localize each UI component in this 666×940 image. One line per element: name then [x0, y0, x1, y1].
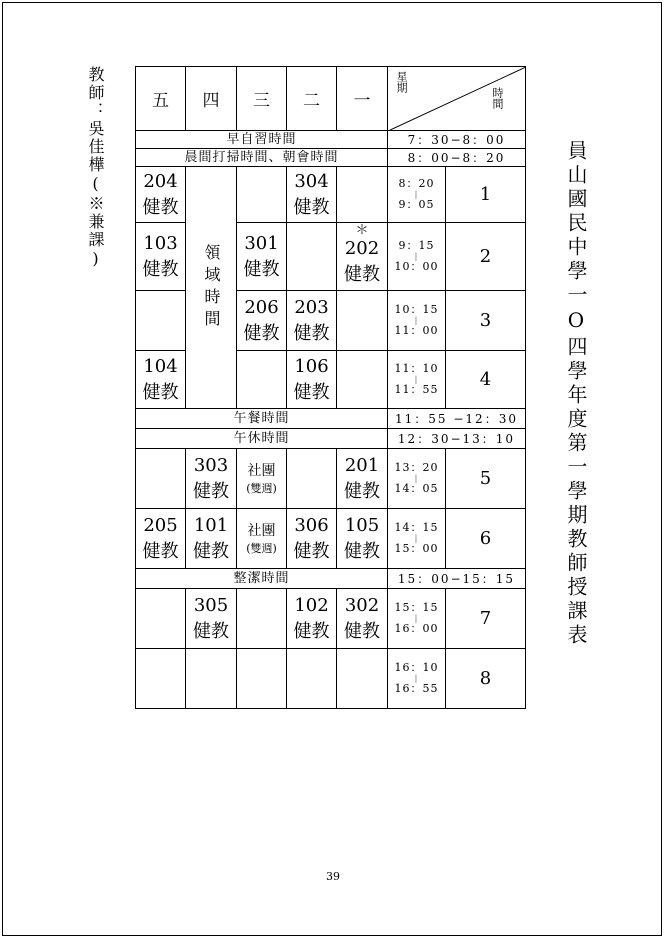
class-cell: [136, 649, 186, 709]
time-slot: 14：15 | 15：00: [388, 509, 446, 569]
timetable: [135, 66, 526, 709]
day-wednesday: 三: [237, 67, 287, 131]
class-cell: [237, 589, 287, 649]
band-label: 晨間打掃時間、朝會時間: [136, 149, 388, 167]
period-number: 2: [446, 223, 526, 291]
period-number: 5: [446, 449, 526, 509]
class-cell: 204 健教: [136, 167, 186, 223]
class-cell: [186, 649, 237, 709]
class-cell: [237, 351, 287, 409]
corner-header: [388, 67, 526, 131]
class-cell: [287, 449, 337, 509]
day-monday: 一: [337, 67, 388, 131]
band-time: 8：00−8：20: [388, 149, 526, 167]
band-nap: [136, 429, 526, 449]
corner-diagonal: [388, 67, 526, 131]
band-time: 12：30−13：10: [388, 429, 526, 449]
time-slot: 15：15 | 16：00: [388, 589, 446, 649]
class-cell: [337, 649, 388, 709]
class-cell: [287, 223, 337, 291]
day-tuesday: 二: [287, 67, 337, 131]
club-cell: 社團 (雙週): [237, 449, 287, 509]
band-label: 午休時間: [136, 429, 388, 449]
band-time: 11：55 −12：30: [388, 409, 526, 429]
header-row: [136, 67, 526, 131]
time-slot: 10：15 | 11：00: [388, 291, 446, 351]
class-cell: 305 健教: [186, 589, 237, 649]
class-cell: 301 健教: [237, 223, 287, 291]
class-cell: 102 健教: [287, 589, 337, 649]
schedule-title: 員山國民中學一O四學年度第一學期教師授課表: [564, 140, 588, 648]
corner-day-label: 星期: [395, 71, 408, 93]
class-cell: 304 健教: [287, 167, 337, 223]
class-cell: 103 健教: [136, 223, 186, 291]
domain-time-cell: 領域時間: [186, 167, 237, 409]
class-cell: 104 健教: [136, 351, 186, 409]
class-cell: [287, 649, 337, 709]
period-number: 3: [446, 291, 526, 351]
band-tidy: [136, 569, 526, 589]
band-time: 15：00−15：15: [388, 569, 526, 589]
period-row-5: [136, 449, 526, 509]
class-cell: 101 健教: [186, 509, 237, 569]
class-cell: 302 健教: [337, 589, 388, 649]
class-cell: [136, 291, 186, 351]
band-label: 午餐時間: [136, 409, 388, 429]
class-cell: 105 健教: [337, 509, 388, 569]
band-cleaning: [136, 149, 526, 167]
time-slot: 13：20 | 14：05: [388, 449, 446, 509]
band-lunch: [136, 409, 526, 429]
band-morning-study: [136, 131, 526, 149]
day-thursday: 四: [186, 67, 237, 131]
period-number: 4: [446, 351, 526, 409]
time-slot: 16：10 | 16：55: [388, 649, 446, 709]
class-cell: [136, 449, 186, 509]
club-cell: 社團 (雙週): [237, 509, 287, 569]
class-cell: 303 健教: [186, 449, 237, 509]
class-cell: 306 健教: [287, 509, 337, 569]
page-number: 39: [326, 870, 340, 883]
day-friday: 五: [136, 67, 186, 131]
class-cell: 106 健教: [287, 351, 337, 409]
period-row-8: [136, 649, 526, 709]
class-cell: [337, 167, 388, 223]
teacher-name: 教師：吳佳樺(※兼課): [86, 66, 105, 270]
corner-time-label: 時間: [491, 87, 504, 109]
class-cell: 205 健教: [136, 509, 186, 569]
period-number: 1: [446, 167, 526, 223]
time-slot: 9：15 | 10：00: [388, 223, 446, 291]
class-cell: 201 健教: [337, 449, 388, 509]
band-label: 早自習時間: [136, 131, 388, 149]
class-cell: 206 健教: [237, 291, 287, 351]
period-row-6: [136, 509, 526, 569]
class-cell: [237, 167, 287, 223]
period-number: 7: [446, 589, 526, 649]
asterisk-mark: ＊: [355, 222, 369, 238]
class-cell: 203 健教: [287, 291, 337, 351]
period-number: 6: [446, 509, 526, 569]
period-row-1: [136, 167, 526, 223]
class-cell: [337, 351, 388, 409]
class-cell: ＊ 202 健教: [337, 223, 388, 291]
band-time: 7：30−8：00: [388, 131, 526, 149]
class-cell: [237, 649, 287, 709]
class-cell: [136, 589, 186, 649]
period-number: 8: [446, 649, 526, 709]
class-cell: [337, 291, 388, 351]
time-slot: 8：20 | 9：05: [388, 167, 446, 223]
time-slot: 11：10 | 11：55: [388, 351, 446, 409]
period-row-7: [136, 589, 526, 649]
band-label: 整潔時間: [136, 569, 388, 589]
